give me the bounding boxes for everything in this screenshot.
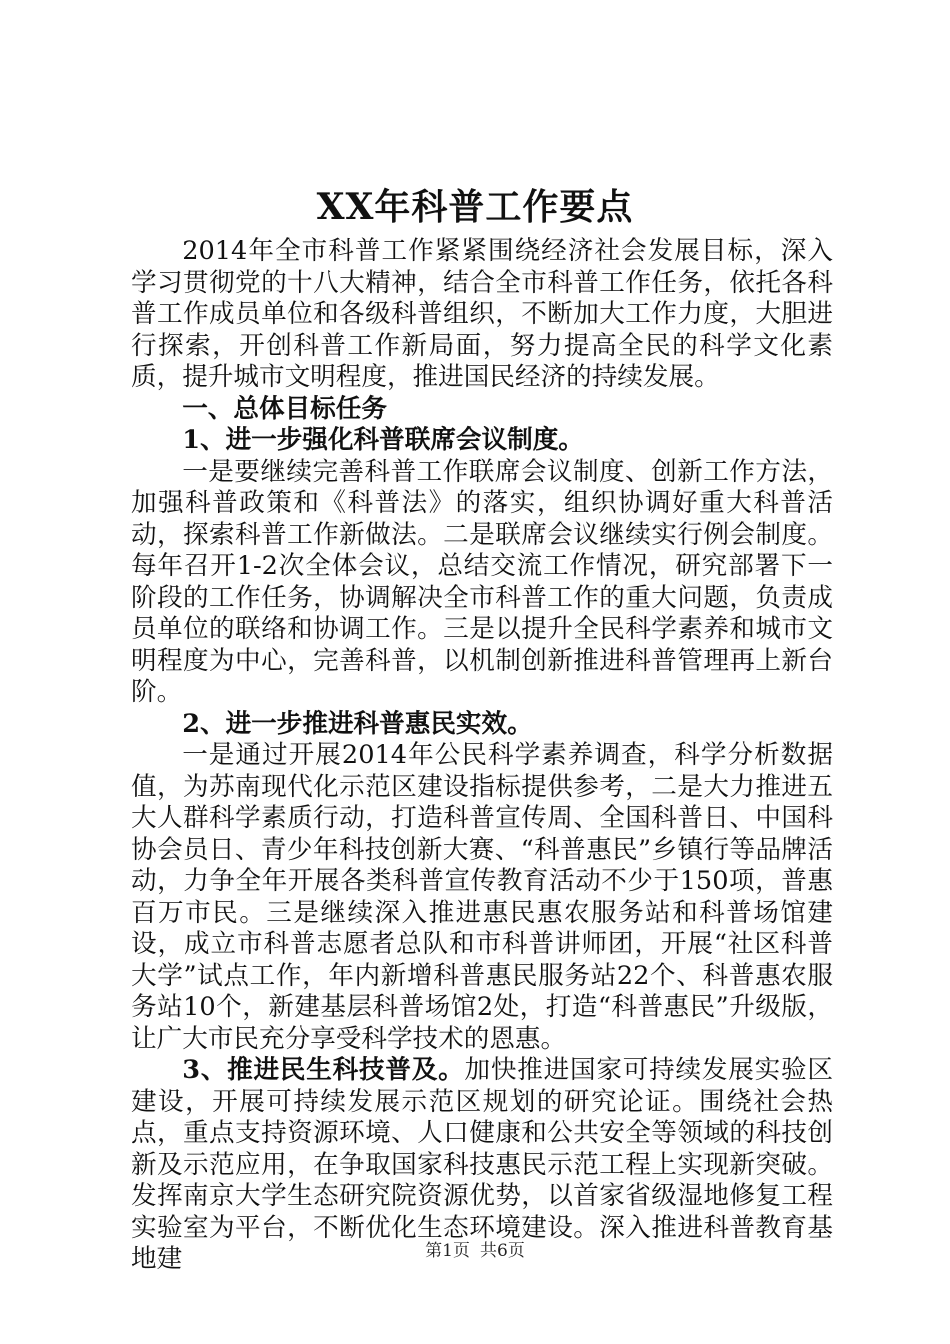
page-number: 第1页: [425, 1241, 470, 1261]
item-heading-public-benefit: 2、进一步推进科普惠民实效。: [182, 708, 533, 739]
document-body: [131, 236, 833, 1276]
item-paragraph-public-benefit: 一是通过开展2014年公民科学素养调查，科学分析数据值，为苏南现代化示范区建设指标提供参考，二是大力推进五大人群科学素质行动，打造科普宣传周、全国科普日、中国科协会员日、青少年科技创新大赛、“科普惠民”乡镇行等品牌活动，力争全年开展各类科普宣传教育活动不少于150项，普惠百万市民。三是继续深入推进惠民惠农服务站和科普场馆建设，成立市科普志愿者总队和市科普讲师团，开展“社区科普大学”试点工作，年内新增科普惠民服务站22个、科普惠农服务站10个，新建基层科普场馆2处，打造“科普惠民”升级版，让广大市民充分享受科学技术的恩惠。: [131, 740, 833, 1054]
item-heading-joint-meeting: 1、进一步强化科普联席会议制度。: [182, 425, 584, 455]
item-paragraph-joint-meeting: 一是要继续完善科普工作联席会议制度、创新工作方法，加强科普政策和《科普法》的落实，组织协调好重大科普活动，探索科普工作新做法。二是联席会议继续实行例会制度。每年召开1-2次全体会议，总结交流工作情况，研究部署下一阶段的工作任务，协调解决全市科普工作的重大问题，负责成员单位的联络和协调工作。三是以提升全民科学素养和城市文明程度为中心，完善科普，以机制创新推进科普管理再上新台阶。: [131, 456, 833, 707]
item-body-livelihood-tech: 加快推进国家可持续发展实验区建设，开展可持续发展示范区规划的研究论证。围绕社会热点，重点支持资源环境、人口健康和公共安全等领域的科技创新及示范应用，在争取国家科技惠民示范工程上实现新突破。发挥南京大学生态研究院资源优势，以首家省级湿地修复工程实验室为平台，不断优化生态环境建设。深入推进科普教育基地建: [131, 1055, 833, 1274]
document-title: XX年科普工作要点: [316, 186, 634, 228]
item-heading-livelihood-tech: 3、推进民生科技普及。: [182, 1055, 465, 1085]
page-footer: [0, 1240, 950, 1262]
section-heading-overall-goals: 一、总体目标任务: [182, 393, 387, 424]
intro-paragraph: 2014年全市科普工作紧紧围绕经济社会发展目标，深入学习贯彻党的十八大精神，结合全市科普工作任务，依托各科普工作成员单位和各级科普组织，不断加大工作力度，大胆进行探索，开创科普工作新局面，努力提高全民的科学文化素质，提升城市文明程度，推进国民经济的持续发展。: [131, 236, 833, 392]
page-total: 共6页: [480, 1241, 525, 1261]
